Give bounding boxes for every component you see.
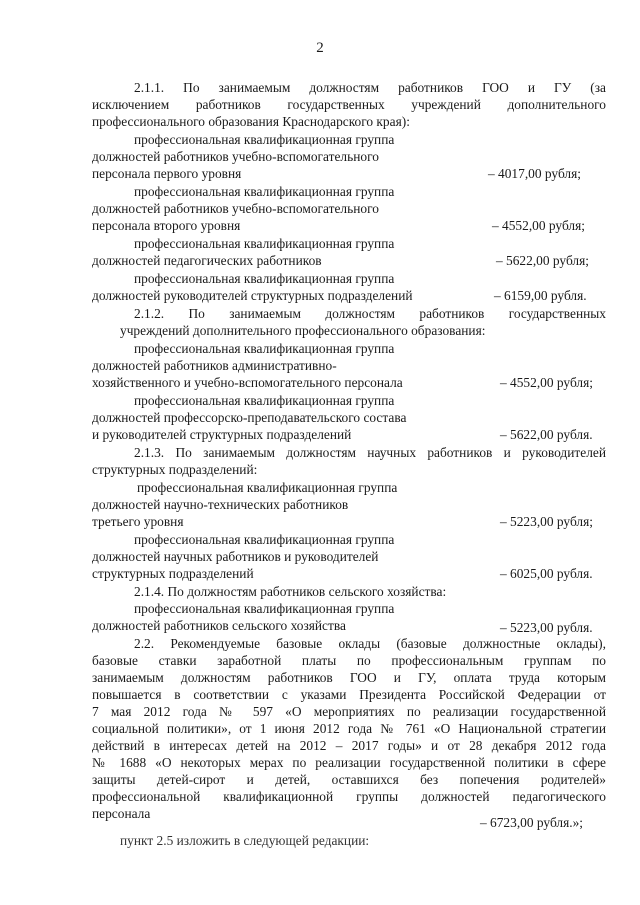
s213-group2-line-2: должностей научных работников и руководителей <box>92 549 379 564</box>
s211-group2-value: – 4552,00 рубля; <box>492 218 585 233</box>
s213-group1-line-2: должностей научно-технических работников <box>92 497 349 512</box>
s22-line-9: защиты детей-сирот и детей, оставшихся без попечения родителей» <box>92 772 606 787</box>
s213-heading-line-2: структурных подразделений: <box>92 462 258 477</box>
s211-heading-line-2: исключением работников государственных учреждений дополнительного <box>92 97 606 112</box>
s211-group1-line-1: профессиональная квалификационная группа <box>134 132 395 147</box>
s213-group2-value: – 6025,00 рубля. <box>500 566 593 581</box>
amendment-instruction: пункт 2.5 изложить в следующей редакции: <box>120 833 370 848</box>
s212-group1-line-1: профессиональная квалификационная группа <box>134 341 395 356</box>
s22-line-7: действий в интересах детей на 2012 – 2017 годы» и от 28 декабря 2012 года <box>92 738 606 753</box>
s212-group1-value: – 4552,00 рубля; <box>500 375 593 390</box>
s213-group2-line-3: структурных подразделений <box>92 566 254 581</box>
s213-group1-value: – 5223,00 рубля; <box>500 514 593 529</box>
s22-line-6: социальной политики», от 1 июня 2012 года № 761 «О Национальной стратегии <box>92 721 606 736</box>
s22-line-4: повышается в соответствии с указами Президента Российской Федерации от <box>92 687 606 702</box>
s213-group2-line-1: профессиональная квалификационная группа <box>134 532 395 547</box>
s211-group2-line-2: должностей работников учебно-вспомогательного <box>92 201 379 216</box>
s214-heading: 2.1.4. По должностям работников сельского хозяйства: <box>134 584 447 599</box>
s212-heading-line-2: учреждений дополнительного профессионального образования: <box>120 323 486 338</box>
s214-group1-line-2: должностей работников сельского хозяйства <box>92 618 346 633</box>
s212-group2-line-3: и руководителей структурных подразделений <box>92 427 352 442</box>
s22-line-1: 2.2. Рекомендуемые базовые оклады (базовые должностные оклады), <box>134 636 606 651</box>
s212-group2-value: – 5622,00 рубля. <box>500 427 593 442</box>
s212-heading-line-1: 2.1.2. По занимаемым должностям работников государственных <box>134 306 606 321</box>
s22-value: – 6723,00 рубля.»; <box>480 815 584 830</box>
s211-group4-value: – 6159,00 рубля. <box>494 288 587 303</box>
s211-group3-line-1: профессиональная квалификационная группа <box>134 236 395 251</box>
s22-last-line: персонала <box>92 806 151 821</box>
s213-heading-line-1: 2.1.3. По занимаемым должностям научных работников и руководителей <box>134 445 606 460</box>
s211-group2-line-3: персонала второго уровня <box>92 218 241 233</box>
s213-group1-line-3: третьего уровня <box>92 514 184 529</box>
s213-group1-line-1: профессиональная квалификационная группа <box>137 480 398 495</box>
s212-group1-line-3: хозяйственного и учебно-вспомогательного персонала <box>92 375 403 390</box>
s22-line-10: профессиональной квалификационной группы должностей педагогического <box>92 789 606 804</box>
s211-group1-value: – 4017,00 рубля; <box>488 166 581 181</box>
s22-line-8: № 1688 «О некоторых мерах по реализации государственной политики в сфере <box>92 755 606 770</box>
s211-group1-line-2: должностей работников учебно-вспомогательного <box>92 149 379 164</box>
s22-line-2: базовые ставки заработной платы по профессиональным группам по <box>92 653 606 668</box>
s22-line-5: 7 мая 2012 года № 597 «О мероприятиях по реализации государственной <box>92 704 606 719</box>
page-number: 2 <box>316 40 324 56</box>
s214-group1-line-1: профессиональная квалификационная группа <box>134 601 395 616</box>
s211-group3-line-2: должностей педагогических работников <box>92 253 322 268</box>
s22-line-3: занимаемым должностям работников ГОО и ГУ, оплата труда которым <box>92 670 606 685</box>
s211-group1-line-3: персонала первого уровня <box>92 166 242 181</box>
s211-heading-line-1: 2.1.1. По занимаемым должностям работников ГОО и ГУ (за <box>134 80 606 95</box>
s211-group4-line-2: должностей руководителей структурных подразделений <box>92 288 413 303</box>
s211-heading-line-3: профессионального образования Краснодарского края): <box>92 114 410 129</box>
s212-group1-line-2: должностей работников административно- <box>92 358 337 373</box>
s211-group3-value: – 5622,00 рубля; <box>496 253 589 268</box>
s211-group4-line-1: профессиональная квалификационная группа <box>134 271 395 286</box>
s214-group1-value: – 5223,00 рубля. <box>500 620 593 635</box>
s212-group2-line-2: должностей профессорско-преподавательского состава <box>92 410 407 425</box>
s211-group2-line-1: профессиональная квалификационная группа <box>134 184 395 199</box>
s212-group2-line-1: профессиональная квалификационная группа <box>134 393 395 408</box>
